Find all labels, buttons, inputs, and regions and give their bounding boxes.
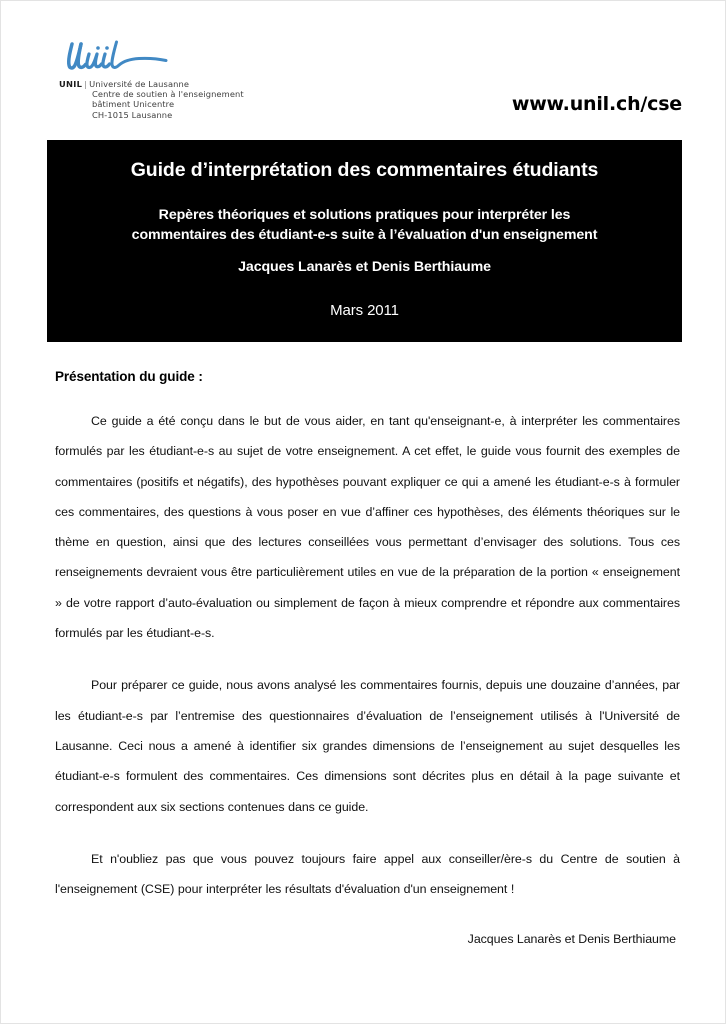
section-heading: Présentation du guide :: [55, 369, 203, 384]
unil-logo-line-unit: Centre de soutien à l'enseignement: [92, 89, 244, 100]
document-subtitle-line-2: commentaires des étudiant-e-s suite à l’évaluation d'un enseignement: [131, 226, 598, 243]
body-paragraph-3: Et n'oubliez pas que vous pouvez toujours faire appel aux conseiller/ère-s du Centre de soutien à l'enseignement (CSE) pour interpréter les résultats d'évaluation d'un enseignement !: [55, 851, 680, 897]
document-date: Mars 2011: [330, 302, 399, 319]
title-banner: [47, 140, 682, 342]
body-paragraph-1: Ce guide a été conçu dans le but de vous aider, en tant qu'enseignant-e, à interpréter les commentaires formulés par les étudiant-e-s au sujet de votre enseignement. A cet effet, le guide vous fournit des exemples de commentaires (positifs et négatifs), des hypothèses pouvant expliquer ce qui a amené les étudiant-e-s à formuler ces commentaires, des questions à vous poser en vue d’affiner ces hypothèses, des éléments théoriques sur le thème en question, ainsi que des lectures conseillées vous permettant d’envisager des solutions. Tous ces renseignements devraient vous être particulièrement utiles en vue de la préparation de la portion « enseignement » de votre rapport d’auto-évaluation ou simplement de façon à mieux comprendre et répondre aux commentaires formulés par les étudiant-e-s.: [55, 414, 680, 641]
unil-logo: [59, 37, 359, 120]
signature-line: Jacques Lanarès et Denis Berthiaume: [467, 932, 676, 947]
document-title: Guide d’interprétation des commentaires étudiants: [130, 159, 599, 181]
unil-logo-text: [59, 79, 359, 120]
unil-logo-line-university: [59, 79, 359, 89]
site-url: www.unil.ch/cse: [511, 93, 682, 115]
unil-script-logo-icon: [63, 37, 183, 77]
unil-logo-line-address: CH-1015 Lausanne: [92, 109, 173, 120]
body-paragraph-2: Pour préparer ce guide, nous avons analysé les commentaires fournis, depuis une douzaine d’années, par les étudiant-e-s par l’entremise des questionnaires d’évaluation de l’enseignement utilisés à l'Université de Lausanne. Ceci nous a amené à identifier six grandes dimensions de l’enseignement au sujet desquelles les étudiant-e-s formulent des commentaires. Ces dimensions sont décrites plus en détail à la page suivante et correspondent aux six sections contenues dans ce guide.: [55, 678, 680, 814]
document-subtitle-line-1: Repères théoriques et solutions pratiques pour interpréter les: [158, 207, 571, 223]
unil-brand-label: UNIL: [59, 79, 83, 89]
page-header: [1, 1, 726, 140]
unil-university-label: Université de Lausanne: [89, 79, 190, 89]
document-authors: Jacques Lanarès et Denis Berthiaume: [238, 259, 491, 275]
document-subtitle: [63, 206, 666, 245]
unil-logo-line-building: bâtiment Unicentre: [92, 99, 175, 110]
unil-logo-separator: |: [84, 79, 88, 89]
document-body: [55, 369, 680, 946]
